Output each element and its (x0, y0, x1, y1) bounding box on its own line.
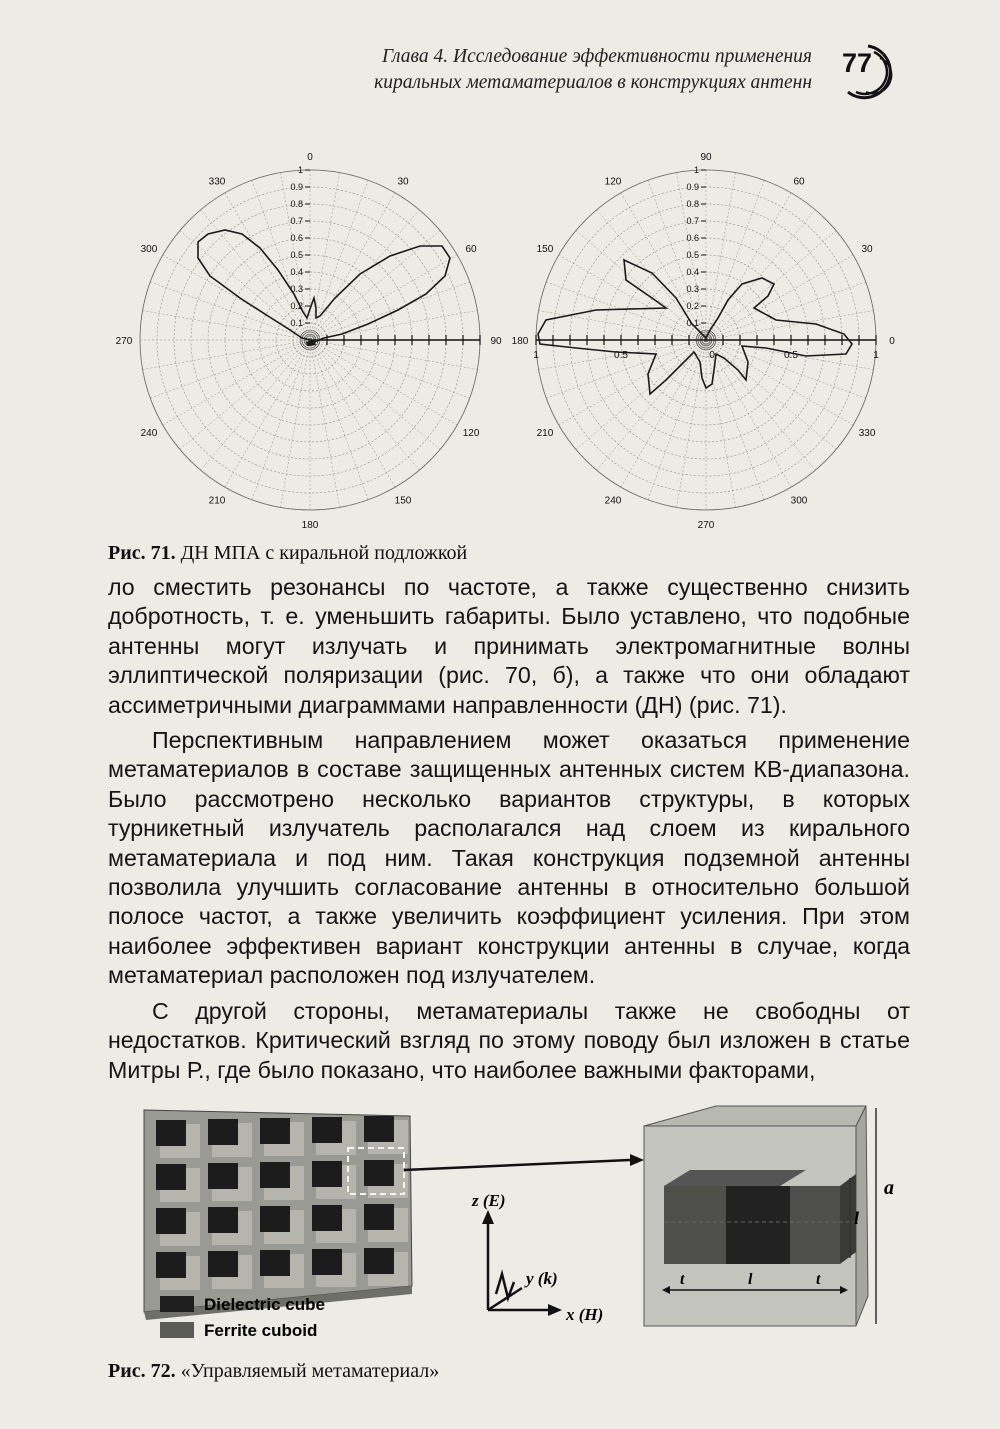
angle-label: 330 (208, 176, 226, 188)
header-line-2: киральных метаматериалов в конструкциях антенн (374, 72, 812, 93)
radial-tick-label: 0.9 (686, 182, 699, 192)
dielectric-cube (156, 1164, 186, 1190)
figure-71-caption (108, 542, 467, 565)
angle-label: 210 (208, 495, 226, 507)
polar-plot-left (110, 148, 510, 534)
axis-x-label: x (H) (566, 1305, 604, 1324)
legend-ferrite-label: Ferrite cuboid (204, 1321, 318, 1340)
angle-label: 120 (462, 428, 480, 439)
angle-label: 150 (394, 495, 412, 507)
angle-label: 180 (511, 336, 529, 347)
legend-dielectric-swatch (160, 1296, 194, 1312)
figure-72-title: «Управляемый метаматериал» (175, 1360, 440, 1382)
dielectric-cube (208, 1207, 238, 1233)
angle-label: 300 (790, 495, 808, 507)
dielectric-cube (364, 1248, 394, 1274)
polar-grid-right (536, 170, 876, 510)
axis-value-label: 0.5 (614, 350, 628, 361)
dim-l-label-bottom: l (748, 1271, 753, 1288)
angle-label: 270 (697, 520, 715, 531)
radial-tick-label: 1 (693, 165, 699, 175)
header-line-1: Глава 4. Исследование эффективности применения (382, 46, 812, 67)
angle-label: 300 (140, 244, 158, 255)
angle-label: 90 (700, 152, 712, 163)
angle-label: 210 (536, 428, 554, 439)
dielectric-cube (364, 1204, 394, 1230)
radial-tick-label: 0.4 (290, 267, 303, 277)
dielectric-cube (208, 1251, 238, 1277)
radial-tick-label: 0.9 (290, 182, 303, 192)
radial-tick-label: 0.7 (686, 216, 699, 226)
radial-tick-label: 0.1 (686, 318, 699, 328)
angle-label: 120 (604, 176, 622, 188)
metamaterial-slab (144, 1110, 412, 1320)
radial-tick-label: 0.3 (290, 284, 303, 294)
page-number: 77 (842, 48, 873, 78)
radial-tick-label: 0.3 (686, 284, 699, 294)
figure-72-illustration (130, 1098, 894, 1354)
radial-tick-label: 1 (297, 165, 303, 175)
dielectric-cube (312, 1161, 342, 1187)
radial-tick-label: 0.2 (290, 301, 303, 311)
dielectric-cube (156, 1208, 186, 1234)
angle-label: 240 (604, 495, 622, 507)
dim-t-label-left: t (680, 1271, 685, 1288)
dielectric-cube (156, 1252, 186, 1278)
dim-t-label-right: t (816, 1271, 821, 1288)
figure-71-title: ДН МПА с киральной подложкой (175, 542, 468, 564)
coordinate-axes (488, 1222, 550, 1310)
radial-tick-label: 0.6 (686, 233, 699, 243)
radial-tick-label: 0.7 (290, 216, 303, 226)
paragraph: ло сместить резонансы по частоте, а также существенно снизить добротность, т. е. уменьшить габариты. Было уставлено, что подобные антенны могут излучать и принимать электромагнитные волны эллиптической поляризации (рис. 70, б), а также что они обладают ассиметричными диаграммами направленности (ДН) (рис. 71). (108, 574, 910, 718)
dim-a-label: a (884, 1177, 894, 1199)
dielectric-cube (312, 1249, 342, 1275)
dielectric-cube (260, 1162, 290, 1188)
dielectric-cube (156, 1120, 186, 1146)
angle-label: 60 (793, 176, 805, 188)
axis-z-label: z (E) (472, 1191, 506, 1210)
dielectric-cube (260, 1250, 290, 1276)
figure-72-caption (108, 1360, 439, 1383)
dim-l-label: l (854, 1208, 860, 1228)
angle-label: 30 (861, 244, 873, 255)
legend-ferrite-swatch (160, 1322, 194, 1338)
angle-label: 270 (115, 336, 133, 347)
radial-tick-label: 0.2 (686, 301, 699, 311)
angle-label: 180 (301, 520, 319, 531)
angle-label: 30 (397, 176, 409, 188)
running-header (300, 44, 812, 96)
page-number-badge (838, 40, 906, 104)
radial-tick-label: 0.5 (686, 250, 699, 260)
legend-dielectric-label: Dielectric cube (204, 1295, 325, 1314)
angle-label: 90 (490, 336, 502, 347)
angle-label: 0 (307, 152, 313, 163)
radial-tick-label: 0.8 (686, 199, 699, 209)
dielectric-cube (312, 1117, 342, 1143)
axis-value-label: 0.5 (784, 350, 798, 361)
unit-cell-cube (644, 1106, 868, 1326)
radial-tick-label: 0.6 (290, 233, 303, 243)
angle-labels-right (512, 152, 896, 531)
axis-value-label: 1 (533, 350, 539, 361)
angle-label: 0 (889, 336, 895, 347)
zoom-arrow (404, 1160, 630, 1170)
paragraph: Перспективным направлением может оказаться применение метаматериалов в составе защищенных антенных систем КВ-диапазона. Было рассмотрено несколько вариантов структуры, в которых турникетный излучатель располагался над слоем из кирального метаматериала и под ним. Такая конструкция подземной антенны позволила улучшить согласование антенны в относительно большой полосе частот, а также увеличить коэффициент усиления. При этом наиболее эффективен вариант конструкции антенны в случае, когда метаматериал расположен под излучателем. (108, 727, 910, 989)
dielectric-cube (312, 1205, 342, 1231)
angle-label: 240 (140, 428, 158, 439)
dielectric-cube (364, 1160, 394, 1186)
axis-value-label: 0 (709, 350, 715, 361)
polar-plot-right (506, 148, 906, 534)
body-text (108, 573, 910, 1091)
dielectric-cube (260, 1118, 290, 1144)
figure-71-label: Рис. 71. (108, 542, 176, 564)
dielectric-cube (260, 1206, 290, 1232)
radial-tick-label: 0.5 (290, 250, 303, 260)
dielectric-cube (208, 1163, 238, 1189)
radial-tick-label: 0.8 (290, 199, 303, 209)
figure-72-label: Рис. 72. (108, 1360, 176, 1382)
angle-label: 150 (536, 244, 554, 255)
axis-y-label: y (k) (526, 1269, 558, 1288)
radial-tick-label: 0.1 (290, 318, 303, 328)
dielectric-cube (208, 1119, 238, 1145)
radial-tick-label: 0.4 (686, 267, 699, 277)
dielectric-cube (364, 1116, 394, 1142)
paragraph: С другой стороны, метаматериалы также не свободны от недостатков. Критический взгляд по этому поводу был изложен в статье Митры Р., где было показано, что наиболее важными факторами, (108, 997, 910, 1083)
axis-value-label: 1 (873, 350, 879, 361)
angle-label: 330 (858, 428, 876, 439)
angle-label: 60 (465, 244, 477, 255)
